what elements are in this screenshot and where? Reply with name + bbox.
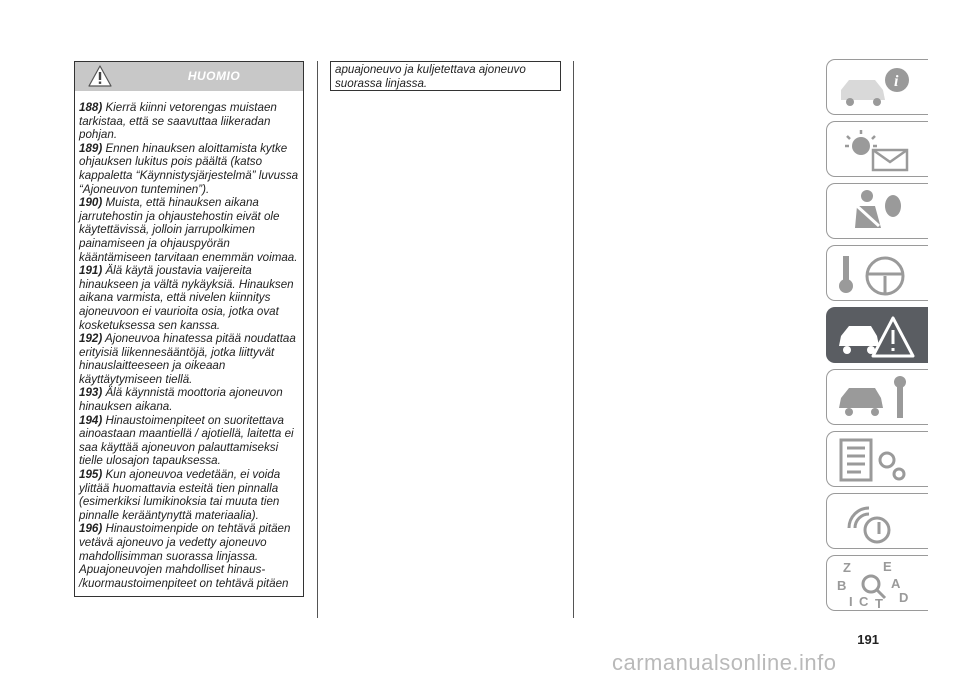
svg-text:E: E xyxy=(883,560,892,574)
tab-warning-lights[interactable] xyxy=(826,121,928,177)
tab-emergency[interactable] xyxy=(826,307,928,363)
warning-box xyxy=(74,61,304,597)
warning-header xyxy=(75,62,303,91)
signal-music-icon xyxy=(835,498,917,546)
tab-index[interactable] xyxy=(826,555,928,611)
note-text: Kierrä kiinni vetorengas muistaen tarkistaa, että se saavuttaa liikeradan pohjan. xyxy=(79,101,277,142)
tab-vehicle-info[interactable] xyxy=(826,59,928,115)
note-text: Älä käytä joustavia vaijereita hinaukseen ja vältä nykäyksiä. Hinauksen aikana varmista, että nivelen kiinnitys ajoneuvoon ei vaurioita osia, jotka ovat kosketuksessa sen kanssa. xyxy=(79,264,294,332)
light-message-icon xyxy=(835,126,917,174)
tab-starting-driving[interactable] xyxy=(826,245,928,301)
note-number: 188) xyxy=(79,101,103,114)
car-warning-triangle-icon xyxy=(835,312,917,360)
note-number: 194) xyxy=(79,413,103,427)
column-divider xyxy=(317,61,318,618)
note-text: Ennen hinauksen aloittamista kytke ohjauksen lukitus pois päältä (katso kappaletta “Käynnistysjärjestelmä” luvussa “Ajoneuvon tunteminen”). xyxy=(79,141,299,196)
note-number: 195) xyxy=(79,468,103,482)
warning-note xyxy=(79,414,299,468)
note-number: 191) xyxy=(79,264,103,278)
car-wrench-icon xyxy=(835,374,917,422)
warning-note xyxy=(79,468,299,522)
svg-text:i: i xyxy=(894,73,899,90)
svg-text:T: T xyxy=(875,596,883,608)
note-number: 189) xyxy=(79,141,103,155)
page-number: 191 xyxy=(857,632,879,647)
warning-note xyxy=(79,196,299,264)
note-number: 196) xyxy=(79,522,103,536)
column-divider xyxy=(573,61,574,618)
warning-note xyxy=(79,142,299,196)
note-text: Älä käynnistä moottoria ajoneuvon hinauksen aikana. xyxy=(79,386,283,414)
warning-note xyxy=(79,386,299,413)
note-number: 190) xyxy=(79,196,103,210)
warning-note xyxy=(79,101,299,142)
svg-text:A: A xyxy=(891,576,901,591)
watermark: carmanualsonline.info xyxy=(612,650,837,675)
alphabet-search-icon xyxy=(835,560,917,608)
tab-multimedia[interactable] xyxy=(826,493,928,549)
svg-text:D: D xyxy=(899,590,909,605)
warning-notes xyxy=(75,91,303,590)
warning-note xyxy=(79,332,299,386)
warning-note xyxy=(79,264,299,332)
warning-title: HUOMIO xyxy=(187,69,241,83)
continuation-box: apuajoneuvo ja kuljetettava ajoneuvo suorassa linjassa. xyxy=(330,61,561,91)
tab-safety[interactable] xyxy=(826,183,928,239)
note-text: Ajoneuvoa hinatessa pitää noudattaa erityisiä liikennesääntöjä, jotka liittyvät hinauslaitteeseen ja oikeaan käyttäytymiseen tiellä. xyxy=(79,332,296,386)
warning-note xyxy=(79,522,299,590)
car-info-icon xyxy=(835,64,917,112)
note-number: 192) xyxy=(79,332,103,346)
note-text: Hinaustoimenpiteet on suoritettava ainoastaan maantiellä / ajotiellä, laitetta ei saa käyttää ajoneuvon palauttamiseksi tielle ulosajon tapauksessa. xyxy=(79,413,294,468)
svg-text:I: I xyxy=(849,594,853,608)
seatbelt-airbag-icon xyxy=(835,188,917,236)
key-steering-wheel-icon xyxy=(835,250,917,298)
note-number: 193) xyxy=(79,386,103,400)
svg-text:C: C xyxy=(859,594,869,608)
note-text: Muista, että hinauksen aikana jarrutehostin ja ohjaustehostin eivät ole käytettävissä, jolloin jarrupolkimen painamiseen ja ohjauspyörän kääntämiseen tarvitaan enemmän voimaa. xyxy=(79,196,298,264)
note-text: Hinaustoimenpide on tehtävä pitäen vetävä ajoneuvo ja vedetty ajoneuvo mahdollisimman suorassa linjassa. Apuajoneuvojen mahdolliset hinaus- /kuormaustoimenpiteet on tehtävä pitäen xyxy=(79,522,291,590)
tab-maintenance[interactable] xyxy=(826,369,928,425)
svg-text:Z: Z xyxy=(843,560,851,575)
svg-text:B: B xyxy=(837,578,847,593)
list-gears-icon xyxy=(835,436,917,484)
tab-technical-data[interactable] xyxy=(826,431,928,487)
note-text: Kun ajoneuvoa vedetään, ei voida ylittää huomattavia esteitä tien pinnalla (esimerkiksi lumikinoksia tai muuta tien pinnalle kerääntynyttä materiaalia). xyxy=(79,468,281,522)
